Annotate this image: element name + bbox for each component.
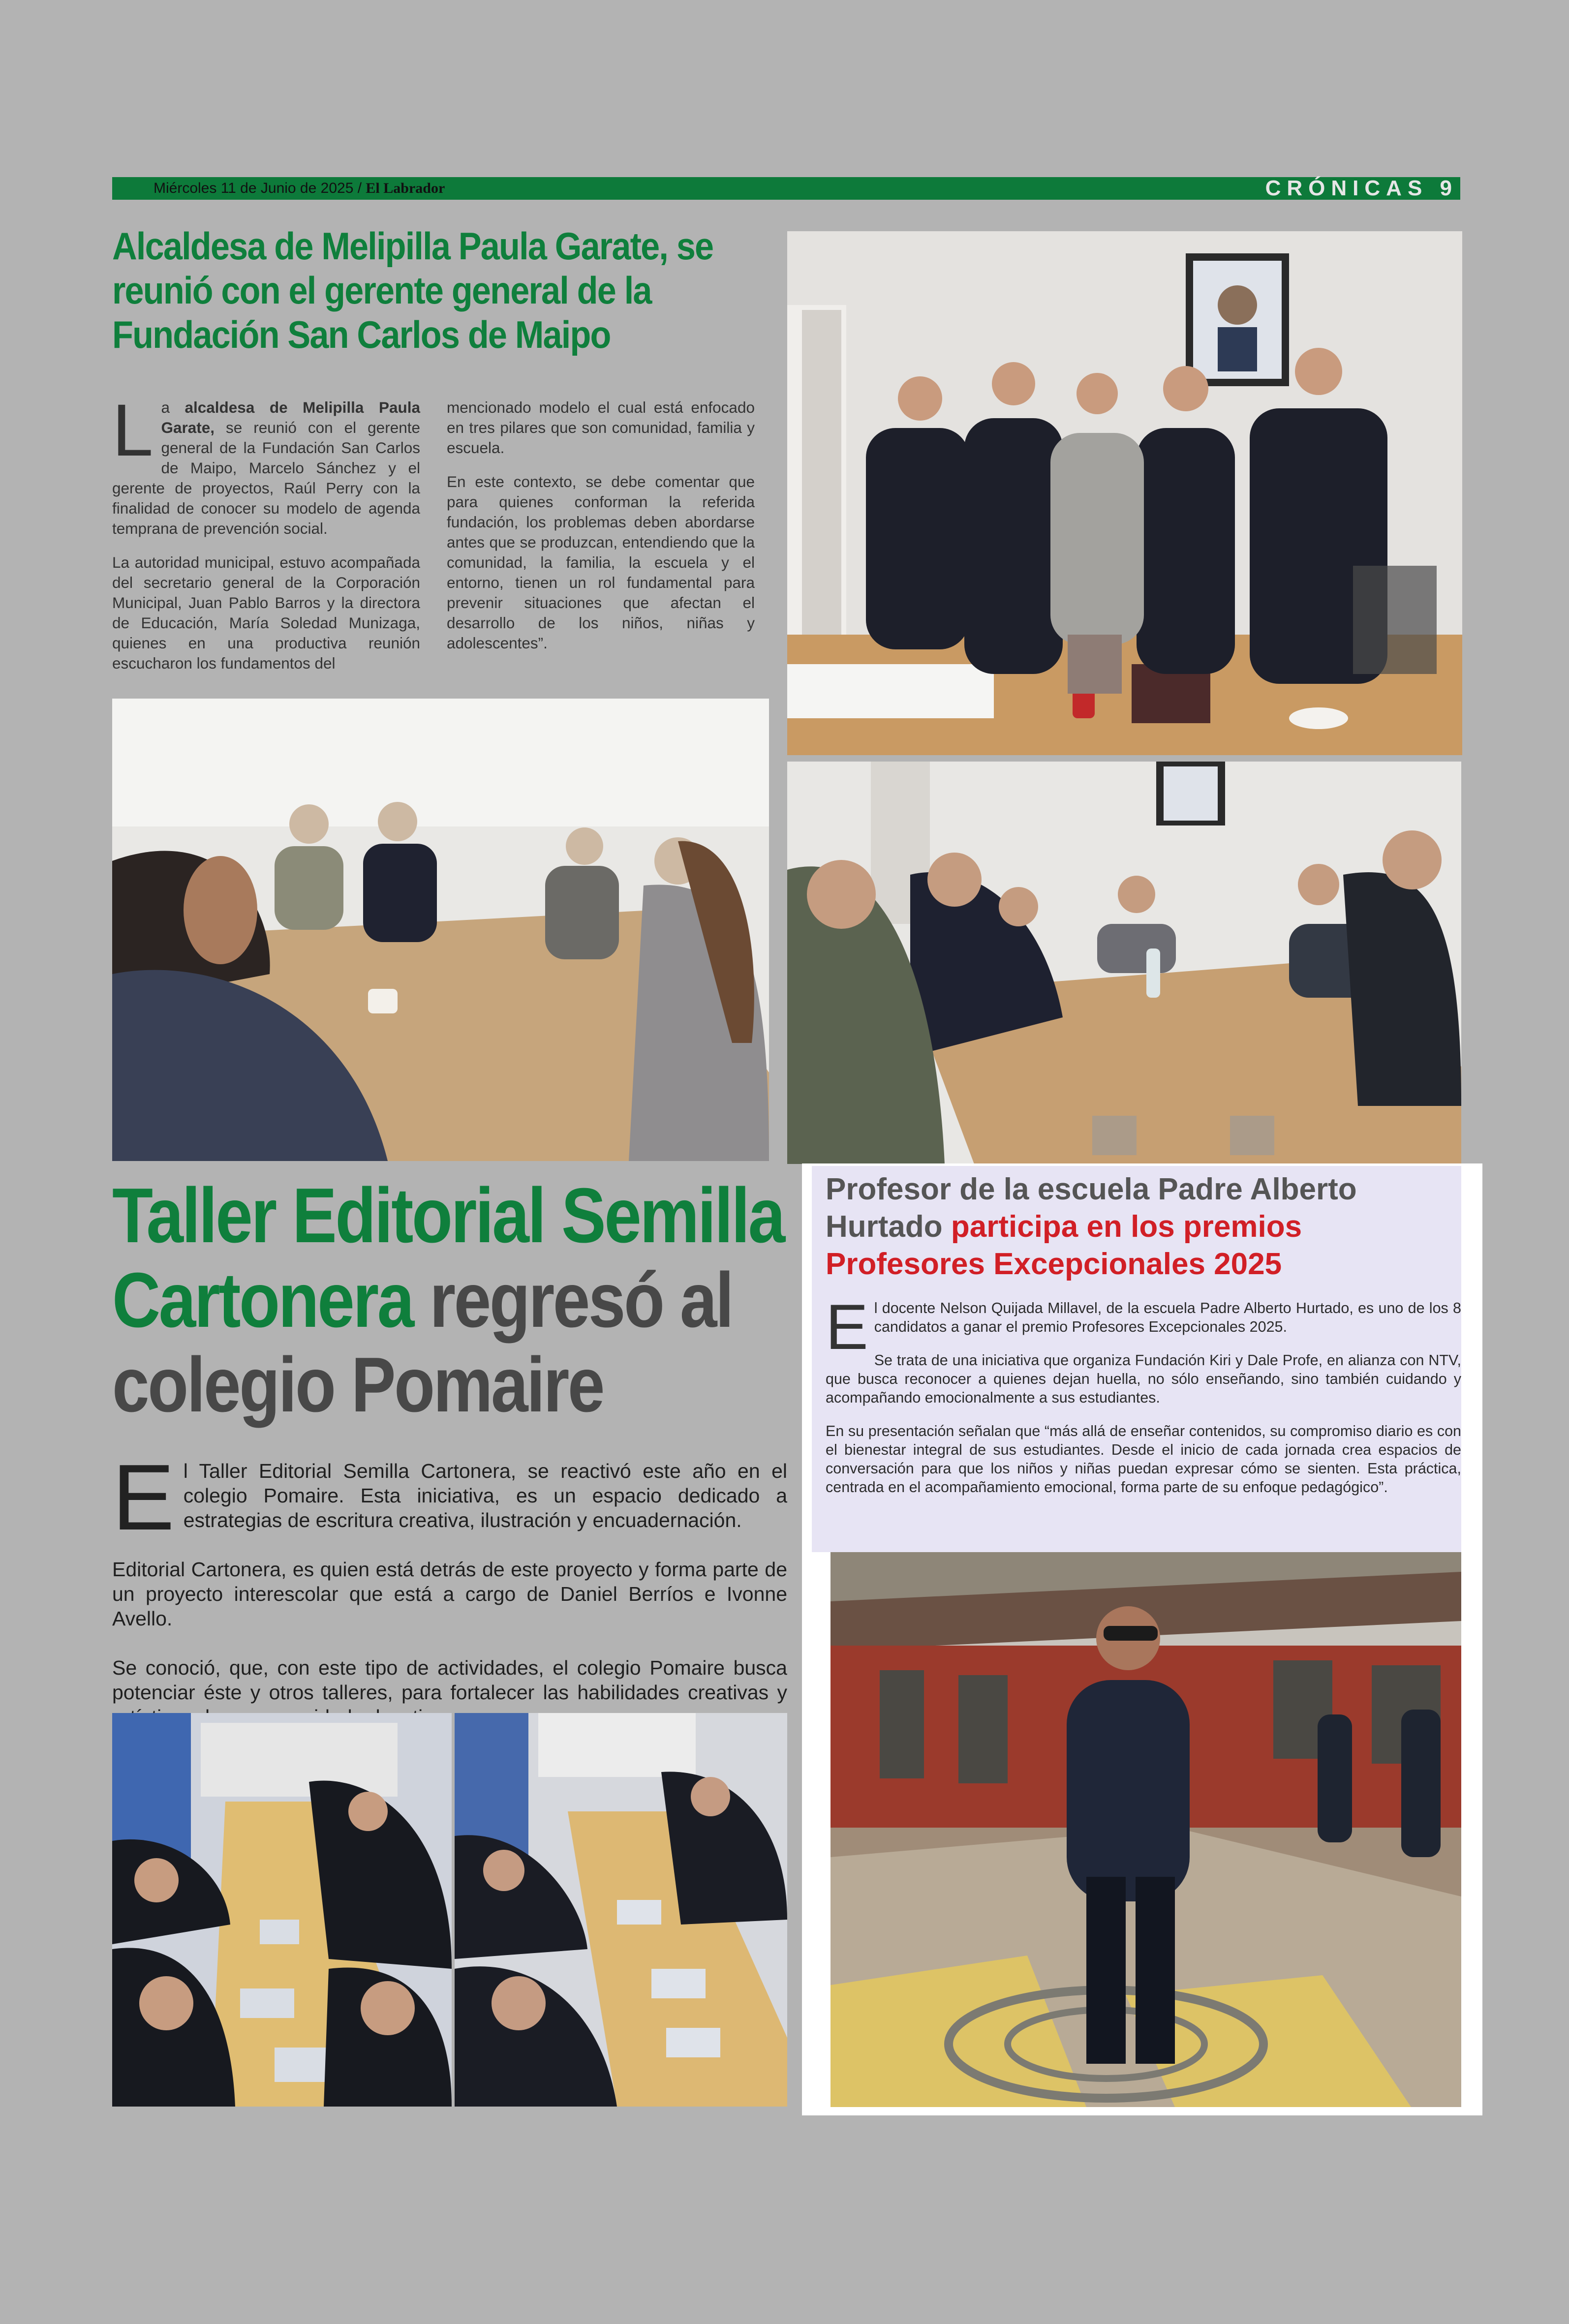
header-separator: / xyxy=(357,180,362,196)
article2-headline-grey: regresó al colegio Pomaire xyxy=(112,1257,733,1428)
meeting-group-photo xyxy=(787,231,1462,755)
article1-paragraph-2: La autoridad municipal, estuvo acompañada del secretario general de la Corporación Municipal, Juan Pablo Barros y la directora de Educación, María Soledad Munizaga, quienes en una productiva reunión escucharon los fundamentos del xyxy=(112,553,420,672)
students-photo-left xyxy=(112,1713,452,2107)
meeting-table-photo-right xyxy=(787,762,1461,1164)
article1-dropcap: L xyxy=(112,389,154,471)
article1-intro-b: se reunió con el gerente general de la Fundación San Carlos de Maipo, Marcelo Sánchez y el gerente de proyectos, Raúl Perry con la finalidad de conocer su modelo de agenda temprana de prevención social. xyxy=(112,419,420,537)
article2-paragraph-1: l Taller Editorial Semilla Cartonera, se reactivó este año en el colegio Pomaire. Esta iniciativa, es un espacio dedicado a estrategias de escritura creativa, ilustración y encuadernación. xyxy=(183,1460,787,1531)
article3-headline-grey: Profesor de la escuela Padre Alberto Hurtado xyxy=(826,1172,1357,1244)
header-date xyxy=(154,179,445,198)
article1-intro-bold: alcaldesa de Melipilla Paula Garate, xyxy=(161,398,420,436)
article2-dropcap: E xyxy=(112,1445,175,1550)
article3-headline-red: participa en los premios Profesores Excepcionales 2025 xyxy=(826,1210,1302,1281)
article2-paragraph-2: Editorial Cartonera, es quien está detrás de este proyecto y forma parte de un proyecto interescolar que está a cargo de Daniel Berríos e Ivonne Avello. xyxy=(112,1558,787,1630)
article2-paragraph-3: Se conoció, que, con este tipo de actividades, el colegio Pomaire busca potenciar éste y otros talleres, para fortalecer las habilidades creativas y xyxy=(112,1656,787,1704)
article3-paragraph-2: Se trata de una iniciativa que organiza Fundación Kiri y Dale Profe, en alianza con NTV, que busca reconocer a quienes dejan huella, no sólo enseñando, sino también cuidando y acompañando emocionalmente a sus estudiantes. xyxy=(826,1352,1461,1406)
article2-headline-green: Taller Editorial Semilla Cartonera xyxy=(112,1172,784,1344)
article1-column-2 xyxy=(447,398,755,667)
article3-paragraph-1: l docente Nelson Quijada Millavel, de la escuela Padre Alberto Hurtado, es uno de los 8 candidatos a ganar el premio Profesores Excepcionales 2025. xyxy=(874,1300,1461,1335)
section-label: CRÓNICAS 9 xyxy=(1265,176,1458,200)
meeting-table-photo-left xyxy=(112,699,769,1161)
article3-paragraph-3: En su presentación señalan que “más allá de enseñar contenidos, su compromiso diario es con el bienestar integral de sus estudiantes. Desde el inicio de cada jornada crea espacios de conversación para que los niños y niñas puedan expresar cómo se sienten. Esta práctica, centrada en el acompañamiento emocional, forma parte de su enfoque pedagógico”. xyxy=(826,1423,1461,1496)
article1-headline: Alcaldesa de Melipilla Paula Garate, se reunió con el gerente general de la Fundación San Carlos de Maipo xyxy=(112,224,713,356)
article1-paragraph-3: mencionado modelo el cual está enfocado en tres pilares que son comunidad, familia y escuela. xyxy=(447,398,755,457)
article1-intro-a: a xyxy=(161,398,185,416)
teacher-photo xyxy=(831,1552,1461,2107)
article3-headline xyxy=(826,1171,1446,1283)
article1-column-1 xyxy=(112,389,420,687)
article3-body xyxy=(826,1291,1461,1511)
header-date-text: Miércoles 11 de Junio de 2025 xyxy=(154,180,354,196)
article2-body xyxy=(112,1445,787,1754)
article3-dropcap: E xyxy=(826,1291,868,1363)
students-photo-right xyxy=(455,1713,787,2107)
article1-paragraph-4: En este contexto, se debe comentar que para quienes conforman la referida fundación, los problemas deben abordarse antes que se produzcan, entendiendo que la comunidad, la familia, la escuela y el entorno, tienen un rol fundamental para prevenir situaciones que afectan el desarrollo de los niños, niñas y adolescentes”. xyxy=(447,473,755,652)
article2-headline xyxy=(112,1173,823,1427)
header-paper-name: El Labrador xyxy=(366,180,445,196)
